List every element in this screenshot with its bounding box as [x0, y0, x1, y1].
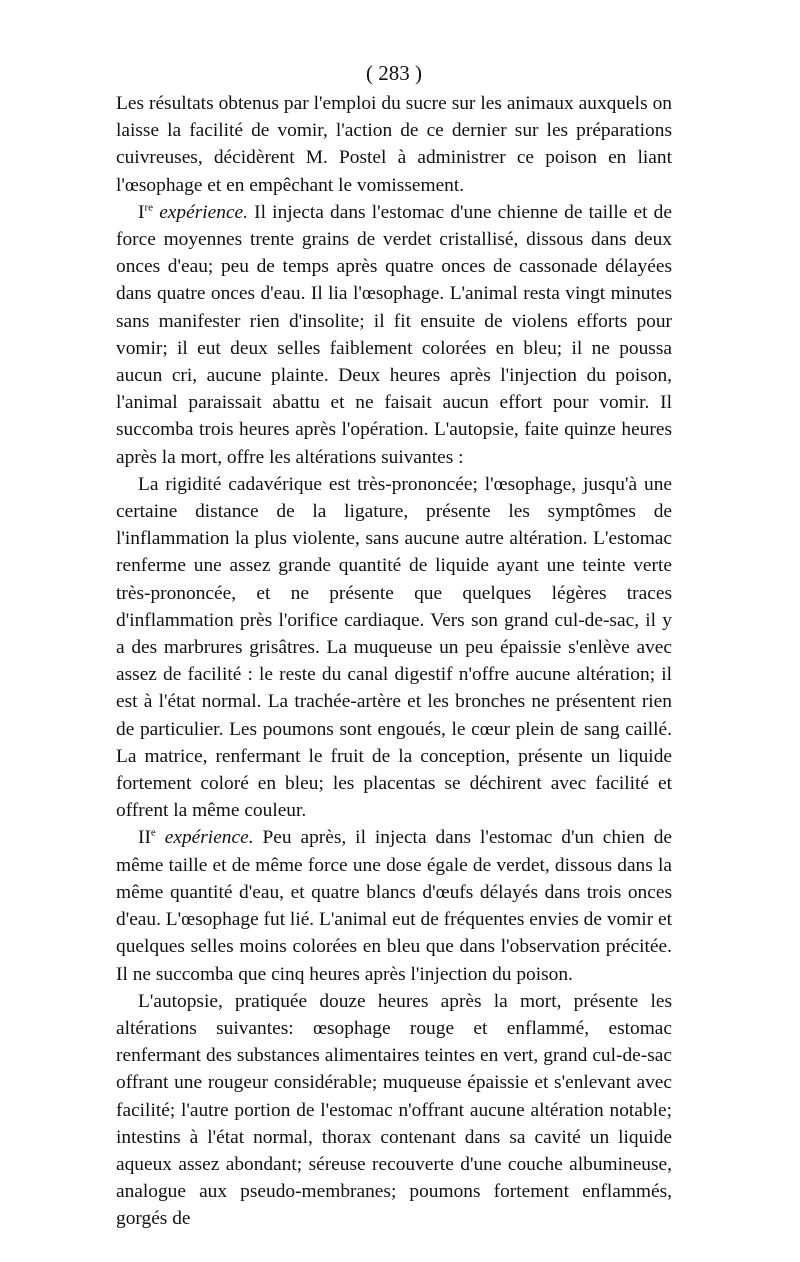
experience-heading: expérience.	[159, 201, 248, 223]
paragraph-experience-1	[116, 199, 672, 471]
document-page	[116, 58, 672, 1233]
paragraph-autopsy-2	[116, 988, 672, 1233]
page-number: ( 283 )	[366, 61, 422, 85]
experience-ordinal: II	[138, 827, 151, 849]
paragraph-text: La rigidité cadavérique est très-prononcée; l'œsophage, jusqu'à une certaine distance de la ligature, présente les symptômes de l'inflammation la plus violente, sans aucune autre altération. L'estomac renferme une assez grande quantité de liquide ayant une teinte verte très-prononcée, et ne présente que quelques légères traces d'inflammation près l'orifice cardiaque. Vers son grand cul-de-sac, il y a des marbrures grisâtres. La muqueuse un peu épaissie s'enlève avec assez de facilité : le reste du canal digestif n'offre aucune altération; il est à l'état normal. La trachée-artère et les bronches ne présentent rien de particulier. Les poumons sont engoués, le cœur plein de sang caillé. La matrice, renfermant le fruit de la conception, présente un liquide fortement coloré en bleu; les placentas se déchirent avec facilité et offrent la même couleur.	[116, 473, 672, 822]
paragraph-text: Les résultats obtenus par l'emploi du sucre sur les animaux auxquels on laisse la facilité de vomir, l'action de ce dernier sur les préparations cuivreuses, décidèrent M. Postel à administrer ce poison en liant l'œsophage et en empêchant le vomissement.	[116, 93, 672, 196]
experience-ordinal-suffix: re	[144, 201, 154, 214]
paragraph-autopsy-1	[116, 471, 672, 825]
paragraph-text: L'autopsie, pratiquée douze heures après la mort, présente les altérations suivantes: œsophage rouge et enflammé, estomac renfermant des substances alimentaires teintes en vert, grand cul-de-sac offrant une rougeur considérable; muqueuse épaissie et s'enlevant avec facilité; l'autre portion de l'estomac n'offrant aucune altération notable; intestins à l'état normal, thorax contenant dans sa cavité un liquide aqueux assez abondant; séreuse recouverte d'une couche albumineuse, analogue aux pseudo-membranes; poumons fortement enflammés, gorgés de	[116, 990, 672, 1230]
paragraph-text: Il injecta dans l'estomac d'une chienne de taille et de force moyennes trente grains de verdet cristallisé, dissous dans deux onces d'eau; peu de temps après quatre onces de cassonade délayées dans quatre onces d'eau. Il lia l'œsophage. L'animal resta vingt minutes sans manifester rien d'insolite; il fit ensuite de violens efforts pour vomir; il eut deux selles faiblement colorées en bleu; il ne poussa aucun cri, aucune plainte. Deux heures après l'injection du poison, l'animal paraissait abattu et ne faisait aucun effort pour vomir. Il succomba trois heures après l'opération. L'autopsie, faite quinze heures après la mort, offre les altérations suivantes :	[116, 201, 672, 468]
paragraph-intro	[116, 90, 672, 199]
paragraph-experience-2	[116, 824, 672, 987]
experience-ordinal-suffix: e	[150, 827, 156, 840]
experience-heading: expérience.	[164, 827, 254, 849]
paragraph-text: Peu après, il injecta dans l'estomac d'un chien de même taille et de même force une dose égale de verdet, dissous dans la même quantité d'eau, et quatre blancs d'œufs délayés dans trois onces d'eau. L'œsophage fut lié. L'animal eut de fréquentes envies de vomir et quelques selles moins colorées en bleu que dans l'observation précitée. Il ne succomba que cinq heures après l'injection du poison.	[116, 827, 672, 985]
experience-ordinal: I	[138, 201, 145, 223]
